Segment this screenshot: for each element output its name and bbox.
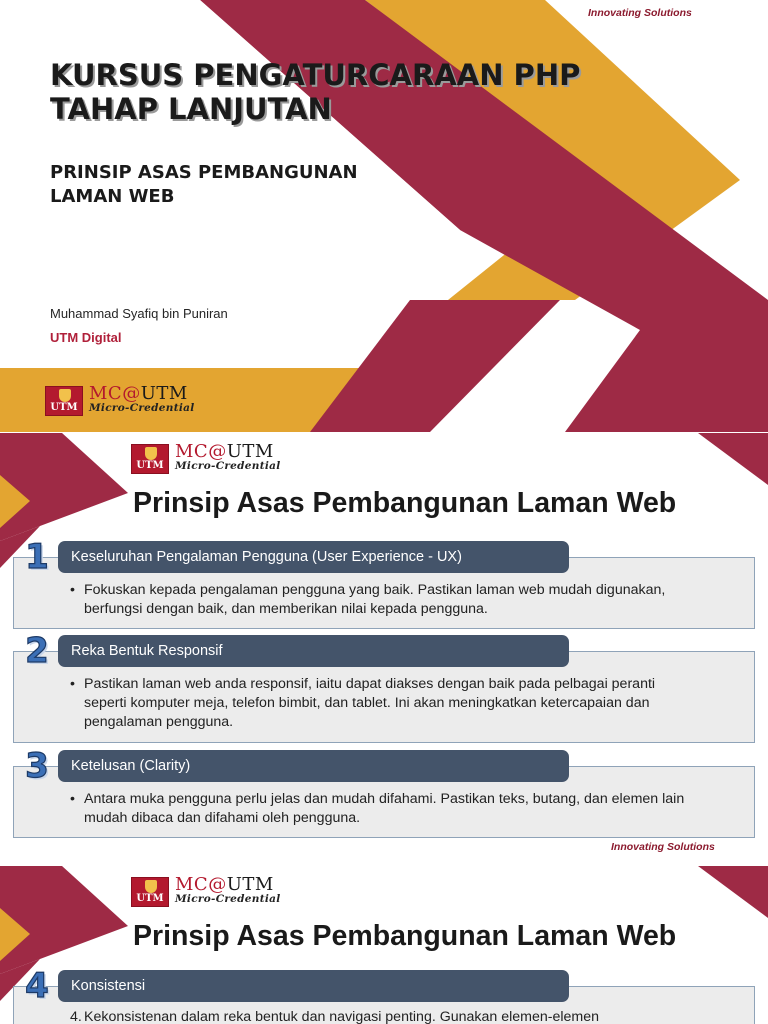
principle-title-bar: Konsistensi (58, 970, 569, 1002)
bullet-marker: • (70, 791, 75, 807)
course-title: KURSUS PENGATURCARAAN PHP TAHAP LANJUTAN (50, 58, 581, 126)
slide-gap (0, 841, 768, 866)
utm-seal-icon: UTM (131, 444, 169, 474)
principle-title-bar: Reka Bentuk Responsif (58, 635, 569, 667)
bullet-marker: • (70, 582, 75, 598)
cover-slide (0, 0, 768, 432)
mc-utm-logo: UTM MC@UTM Micro-Credential (45, 386, 205, 416)
principle-number: 1 (25, 537, 49, 577)
slide-heading: Prinsip Asas Pembangunan Laman Web (133, 920, 677, 952)
organization-name: UTM Digital (50, 330, 122, 345)
principles-slide-1 (0, 433, 768, 841)
author-name: Muhammad Syafiq bin Puniran (50, 306, 228, 321)
principle-description: • Pastikan laman web anda responsif, iaitu dapat diakses dengan baik pada pelbagai peranti seperti komputer meja, telefon bimbit, dan tablet. Ini akan meningkatkan ketercapaian dan pengalaman pengguna. (70, 676, 656, 730)
presentation-subtitle: PRINSIP ASAS PEMBANGUNAN LAMAN WEB (50, 162, 358, 207)
principle-description: • Antara muka pengguna perlu jelas dan mudah difahami. Pastikan teks, butang, dan elemen lain mudah dibaca dan difahami oleh pengguna. (70, 791, 685, 826)
slide-heading: Prinsip Asas Pembangunan Laman Web (133, 487, 677, 519)
utm-seal-icon: UTM (131, 877, 169, 907)
principle-description: 4. Kekonsistenan dalam reka bentuk dan navigasi penting. Gunakan elemen-elemen (84, 1008, 694, 1024)
principle-number: 4 (25, 966, 49, 1006)
tagline: Innovating Solutions (588, 7, 692, 19)
mc-utm-logo: UTM MC@UTM Micro-Credential (131, 444, 291, 474)
principle-description: • Fokuskan kepada pengalaman pengguna yang baik. Pastikan laman web mudah digunakan, berfungsi dengan baik, dan memberikan nilai kepada pengguna. (70, 582, 666, 617)
bullet-marker: • (70, 676, 75, 692)
principle-title-bar: Ketelusan (Clarity) (58, 750, 569, 782)
list-number-marker: 4. (70, 1009, 82, 1024)
mc-utm-logo: UTM MC@UTM Micro-Credential (131, 877, 291, 907)
principle-number: 2 (25, 631, 49, 671)
principle-number: 3 (25, 746, 49, 786)
principle-title-bar: Keseluruhan Pengalaman Pengguna (User Experience - UX) (58, 541, 569, 573)
principles-slide-2 (0, 866, 768, 1024)
utm-seal-icon: UTM (45, 386, 83, 416)
tagline: Innovating Solutions (611, 841, 715, 853)
